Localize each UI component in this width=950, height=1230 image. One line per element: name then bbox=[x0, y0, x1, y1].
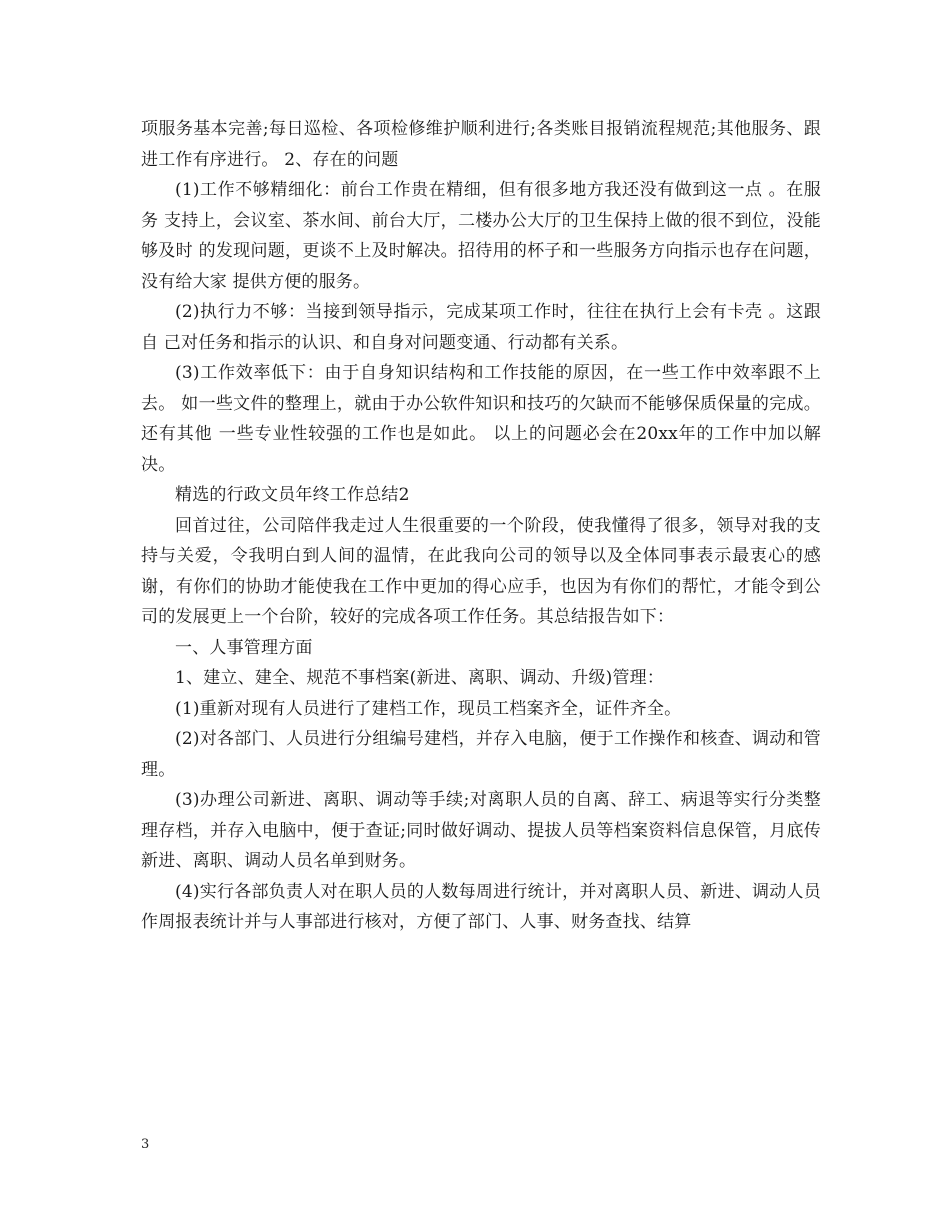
paragraph-11: (3)办理公司新进、离职、调动等手续;对离职人员的自离、辞工、病退等实行分类整理存档，并存入电脑中，便于查证;同时做好调动、提拔人员等档案资料信息保管，月底传新进、离职、调动人员名单到财务。 bbox=[141, 790, 821, 871]
paragraph-3: (2)执行力不够：当接到领导指示，完成某项工作时，往往在执行上会有卡壳 。这跟自 己对任务和指示的认识、和自身对问题变通、行动都有关系。 bbox=[141, 302, 821, 353]
section-heading: 精选的行政文员年终工作总结2 bbox=[175, 485, 410, 505]
paragraph-8: 1、建立、建全、规范不事档案(新进、离职、调动、升级)管理： bbox=[175, 668, 665, 688]
paragraph-6: 回首过往，公司陪伴我走过人生很重要的一个阶段，使我懂得了很多，领导对我的支持与关爱，令我明白到人间的温情，在此我向公司的领导以及全体同事表示最衷心的感谢，有你们的协助才能使我在工作中更加的得心应手，也因为有你们的帮忙，才能令到公司的发展更上一个台阶，较好的完成各项工作任务。其总结报告如下： bbox=[141, 515, 821, 627]
subsection-heading: 一、人事管理方面 bbox=[175, 637, 313, 658]
paragraph-12: (4)实行各部负责人对在职人员的人数每周进行统计，并对离职人员、新进、调动人员作周报表统计并与人事部进行核对，方便了部门、人事、财务查找、结算 bbox=[141, 881, 821, 932]
document-body bbox=[141, 114, 821, 938]
paragraph-1: 项服务基本完善;每日巡检、各项检修维护顺利进行;各类账目报销流程规范;其他服务、跟进工作有序进行。 2、存在的问题 bbox=[141, 119, 821, 170]
paragraph-10: (2)对各部门、人员进行分组编号建档，并存入电脑，便于工作操作和核查、调动和管理。 bbox=[141, 729, 821, 780]
page-number: 3 bbox=[141, 1137, 150, 1152]
paragraph-9: (1)重新对现有人员进行了建档工作，现员工档案齐全，证件齐全。 bbox=[175, 698, 682, 719]
paragraph-4: (3)工作效率低下：由于自身知识结构和工作技能的原因，在一些工作中效率跟不上去。 如一些文件的整理上，就由于办公软件知识和技巧的欠缺而不能够保质保量的完成。还有其他 一些专业性较强的工作也是如此。 以上的问题必会在20xx年的工作中加以解决。 bbox=[141, 363, 821, 475]
paragraph-2: (1)工作不够精细化：前台工作贵在精细，但有很多地方我还没有做到这一点 。在服务 支持上，会议室、茶水间、前台大厅，二楼办公大厅的卫生保持上做的很不到位，没能够及时 的发现问题，更谈不上及时解决。招待用的杯子和一些服务方向指示也存在问题，没有给大家 提供方便的服务。 bbox=[141, 180, 821, 292]
